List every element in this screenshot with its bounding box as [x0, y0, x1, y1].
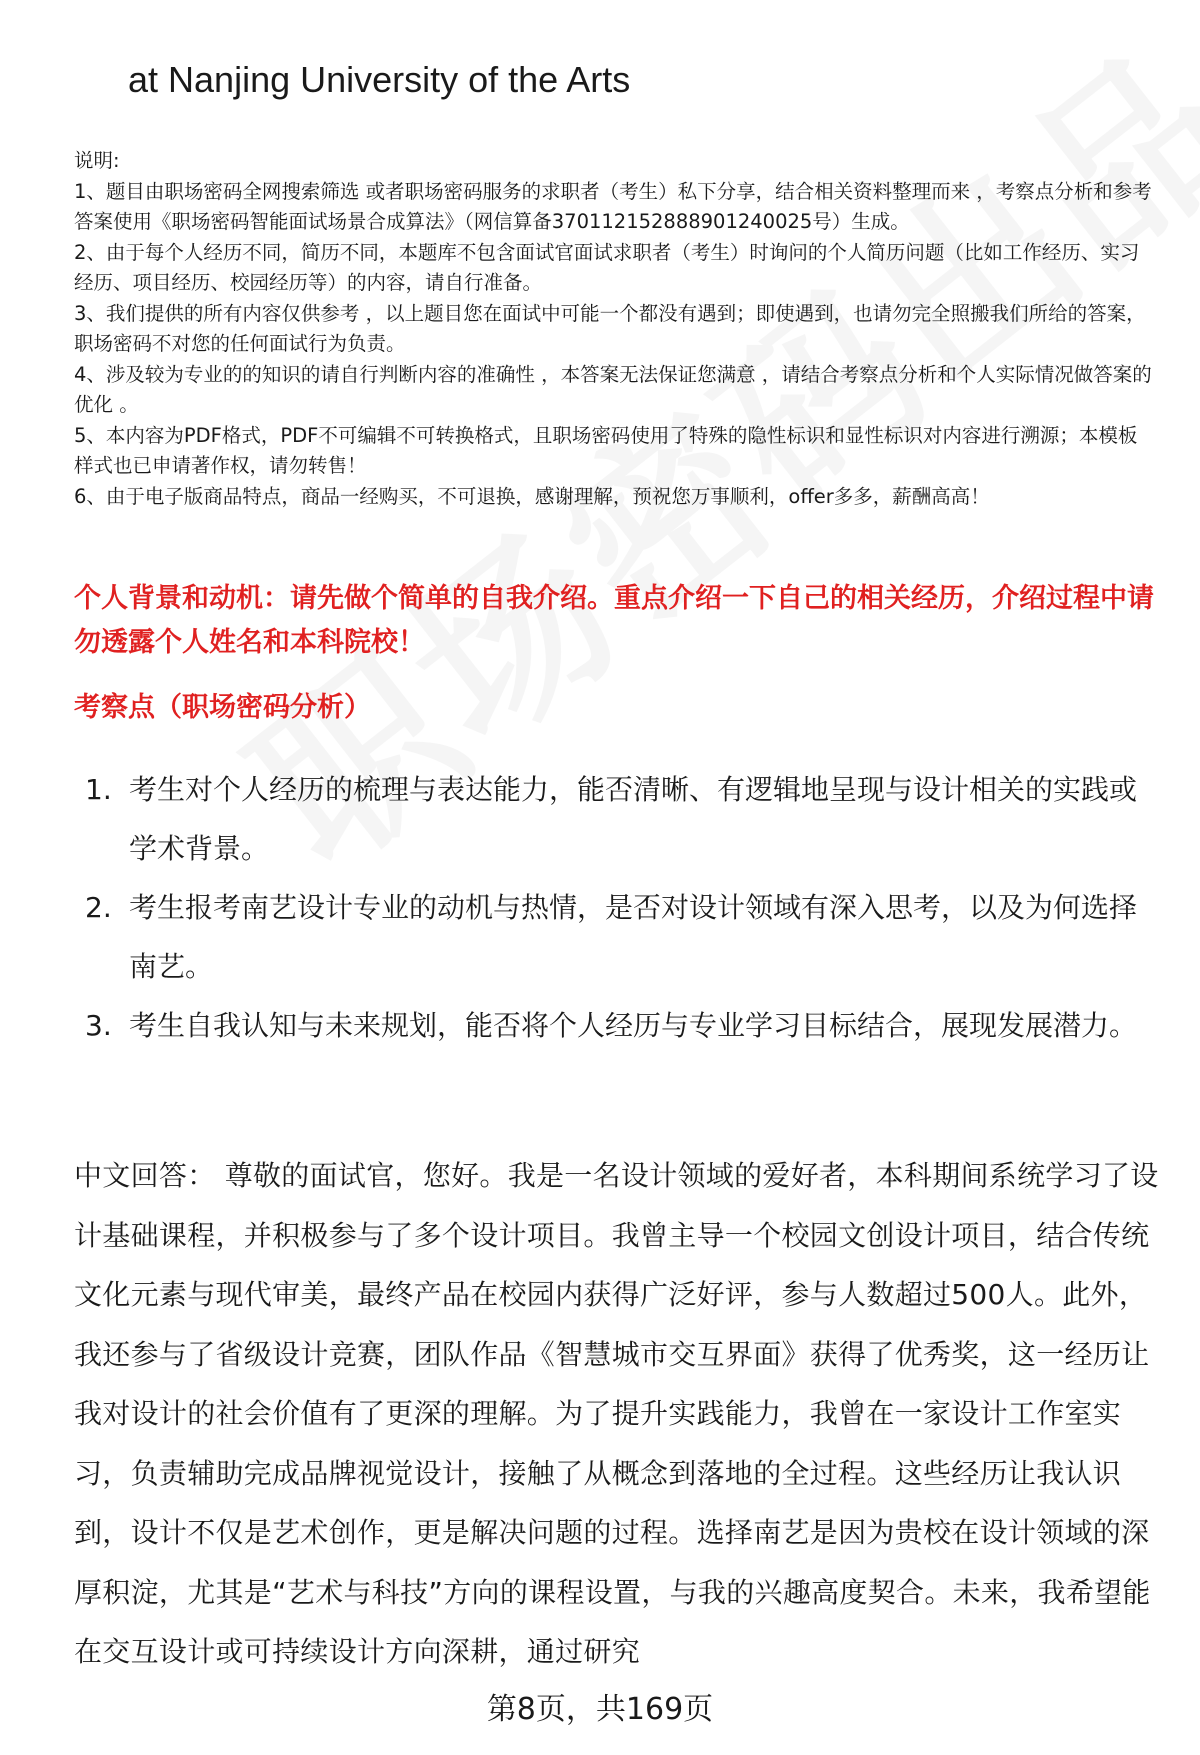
analysis-heading: 考察点（职场密码分析） [74, 692, 371, 723]
note-item: 2、由于每个人经历不同，简历不同，本题库不包含面试官面试求职者（考生）时询问的个人简历问题（比如工作经历、实习经历、项目经历、校园经历等）的内容，请自行准备。 [74, 240, 1140, 294]
point-text: 考生对个人经历的梳理与表达能力，能否清晰、有逻辑地呈现与设计相关的实践或学术背景。 [129, 773, 1138, 865]
analysis-points-list [74, 760, 1164, 1055]
page-title: at Nanjing University of the Arts [128, 59, 631, 100]
point-number: 1. [85, 773, 112, 806]
answer-text: 中文回答： 尊敬的面试官，您好。我是一名设计领域的爱好者，本科期间系统学习了设计基础课程，并积极参与了多个设计项目。我曾主导一个校园文创设计项目，结合传统文化元素与现代审美，最终产品在校园内获得广泛好评，参与人数超过500人。此外，我还参与了省级设计竞赛，团队作品《智慧城市交互界面》获得了优秀奖，这一经历让我对设计的社会价值有了更深的理解。为了提升实践能力，我曾在一家设计工作室实习，负责辅助完成品牌视觉设计，接触了从概念到落地的全过程。这些经历让我认识到，设计不仅是艺术创作，更是解决问题的过程。选择南艺是因为贵校在设计领域的深厚积淀，尤其是“艺术与科技”方向的课程设置，与我的兴趣高度契合。未来，我希望能在交互设计或可持续设计方向深耕，通过研究 [74, 1159, 1159, 1668]
note-item: 5、本内容为PDF格式，PDF不可编辑不可转换格式，且职场密码使用了特殊的隐性标识和显性标识对内容进行溯源；本模板样式也已申请著作权，请勿转售！ [74, 423, 1138, 477]
analysis-point [74, 996, 1164, 1055]
note-item: 3、我们提供的所有内容仅供参考 ，以上题目您在面试中可能一个都没有遇到；即使遇到，也请勿完全照搬我们所给的答案，职场密码不对您的任何面试行为负责。 [74, 301, 1146, 355]
point-number: 2. [85, 891, 112, 924]
note-item: 4、涉及较为专业的的知识的请自行判断内容的准确性 ，本答案无法保证您满意 ，请结合考察点分析和个人实际情况做答案的优化 。 [74, 362, 1152, 416]
analysis-point [74, 760, 1164, 878]
notes-heading: 说明: [74, 149, 120, 172]
note-item: 1、题目由职场密码全网搜索筛选 或者职场密码服务的求职者（考生）私下分享，结合相关资料整理而来 ，考察点分析和参考答案使用《职场密码智能面试场景合成算法》（网信算备370112152888901240025号）生成。 [74, 179, 1152, 233]
point-text: 考生报考南艺设计专业的动机与热情，是否对设计领域有深入思考，以及为何选择南艺。 [129, 891, 1138, 983]
point-number: 3. [85, 1009, 112, 1042]
note-item: 6、由于电子版商品特点，商品一经购买，不可退换，感谢理解，预祝您万事顺利，offer多多，薪酬高高！ [74, 484, 990, 508]
notes-block [74, 146, 1154, 512]
point-text: 考生自我认知与未来规划，能否将个人经历与专业学习目标结合，展现发展潜力。 [129, 1009, 1138, 1042]
analysis-point [74, 878, 1164, 996]
interview-question: 个人背景和动机：请先做个简单的自我介绍。重点介绍一下自己的相关经历，介绍过程中请勿透露个人姓名和本科院校！ [74, 583, 1154, 658]
page-number: 第8页，共169页 [486, 1692, 714, 1727]
